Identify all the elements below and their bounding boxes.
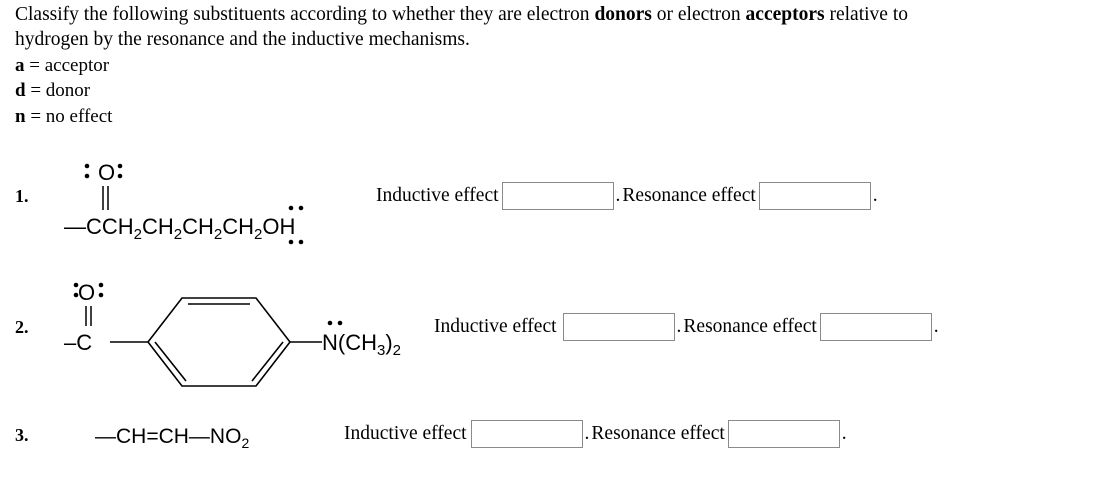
inductive-label: Inductive effect (344, 423, 467, 444)
legend-no-effect (15, 105, 112, 129)
lone-pair-dot (289, 206, 294, 211)
question-line1-mid: or electron (651, 4, 746, 25)
separator: . (676, 316, 682, 337)
question-line1-suffix: relative to (824, 4, 908, 25)
oxygen-atom: O (78, 280, 96, 305)
item-2-effects (434, 313, 941, 341)
carbonyl-carbon: –C (64, 330, 93, 355)
aromatic-bond (155, 342, 186, 381)
aromatic-bond (252, 342, 283, 381)
amine-group: $N(CH_3)_2$ (322, 330, 402, 359)
oxygen-atom: O (98, 160, 116, 185)
lone-pair-dot (74, 293, 79, 298)
legend-value: donor (45, 80, 91, 101)
lone-pair-dot (118, 174, 123, 179)
legend-equals: = (24, 55, 45, 76)
lone-pair-dot (328, 321, 333, 326)
question-line2: hydrogen by the resonance and the inductive mechanisms. (15, 29, 470, 50)
item-3-inductive-input[interactable] (471, 420, 583, 448)
item-3-number: 3. (15, 425, 29, 445)
benzene-ring (148, 298, 290, 386)
item-3-resonance-input[interactable] (728, 420, 840, 448)
end-mark: . (933, 316, 939, 337)
lone-pair-dot (289, 240, 294, 245)
lone-pair-dot (74, 283, 79, 288)
lone-pair-dot (338, 321, 343, 326)
legend-value: acceptor (44, 55, 110, 76)
lone-pair-dot (299, 206, 304, 211)
resonance-label: Resonance effect (591, 423, 725, 444)
resonance-label: Resonance effect (683, 316, 817, 337)
item-1-number: 1. (15, 186, 29, 206)
legend-value: no effect (45, 106, 113, 127)
question-line1-prefix: Classify the following substituents according to whether they are electron (15, 4, 595, 25)
lone-pair-dot (85, 164, 90, 169)
inductive-label: Inductive effect (376, 185, 499, 206)
item-2-number: 2. (15, 317, 29, 337)
separator: . (584, 423, 590, 444)
legend-key: n (15, 106, 26, 127)
lone-pair-dot (85, 174, 90, 179)
item-1-inductive-input[interactable] (502, 182, 614, 210)
end-mark: . (872, 185, 878, 206)
item-1-effects (376, 182, 880, 210)
legend-donor (15, 79, 90, 103)
keyword-donors: donors (594, 4, 652, 25)
legend-acceptor (15, 54, 109, 78)
lone-pair-dot (299, 240, 304, 245)
resonance-label: Resonance effect (622, 185, 756, 206)
end-mark: . (841, 423, 847, 444)
inductive-label: Inductive effect (434, 316, 557, 337)
legend-equals: = (25, 80, 46, 101)
legend-equals: = (25, 106, 46, 127)
item-2-resonance-input[interactable] (820, 313, 932, 341)
lone-pair-dot (118, 164, 123, 169)
formula-main: —CH=CH—NO (95, 425, 242, 448)
item-3-structure (95, 425, 249, 451)
formula-subscript: 2 (241, 435, 250, 451)
legend-key: d (15, 80, 26, 101)
question-text (15, 2, 1085, 52)
item-2-inductive-input[interactable] (563, 313, 675, 341)
keyword-acceptors: acceptors (745, 4, 825, 25)
item-2-structure (60, 270, 400, 400)
lone-pair-dot (99, 293, 104, 298)
item-1-structure (60, 150, 350, 250)
item-3-effects (344, 420, 849, 448)
lone-pair-dot (99, 283, 104, 288)
item-1-resonance-input[interactable] (759, 182, 871, 210)
chain-formula: $—CCH_2CH_2CH_2CH_2OH$ (64, 214, 296, 243)
legend-key: a (15, 55, 25, 76)
separator: . (615, 185, 621, 206)
